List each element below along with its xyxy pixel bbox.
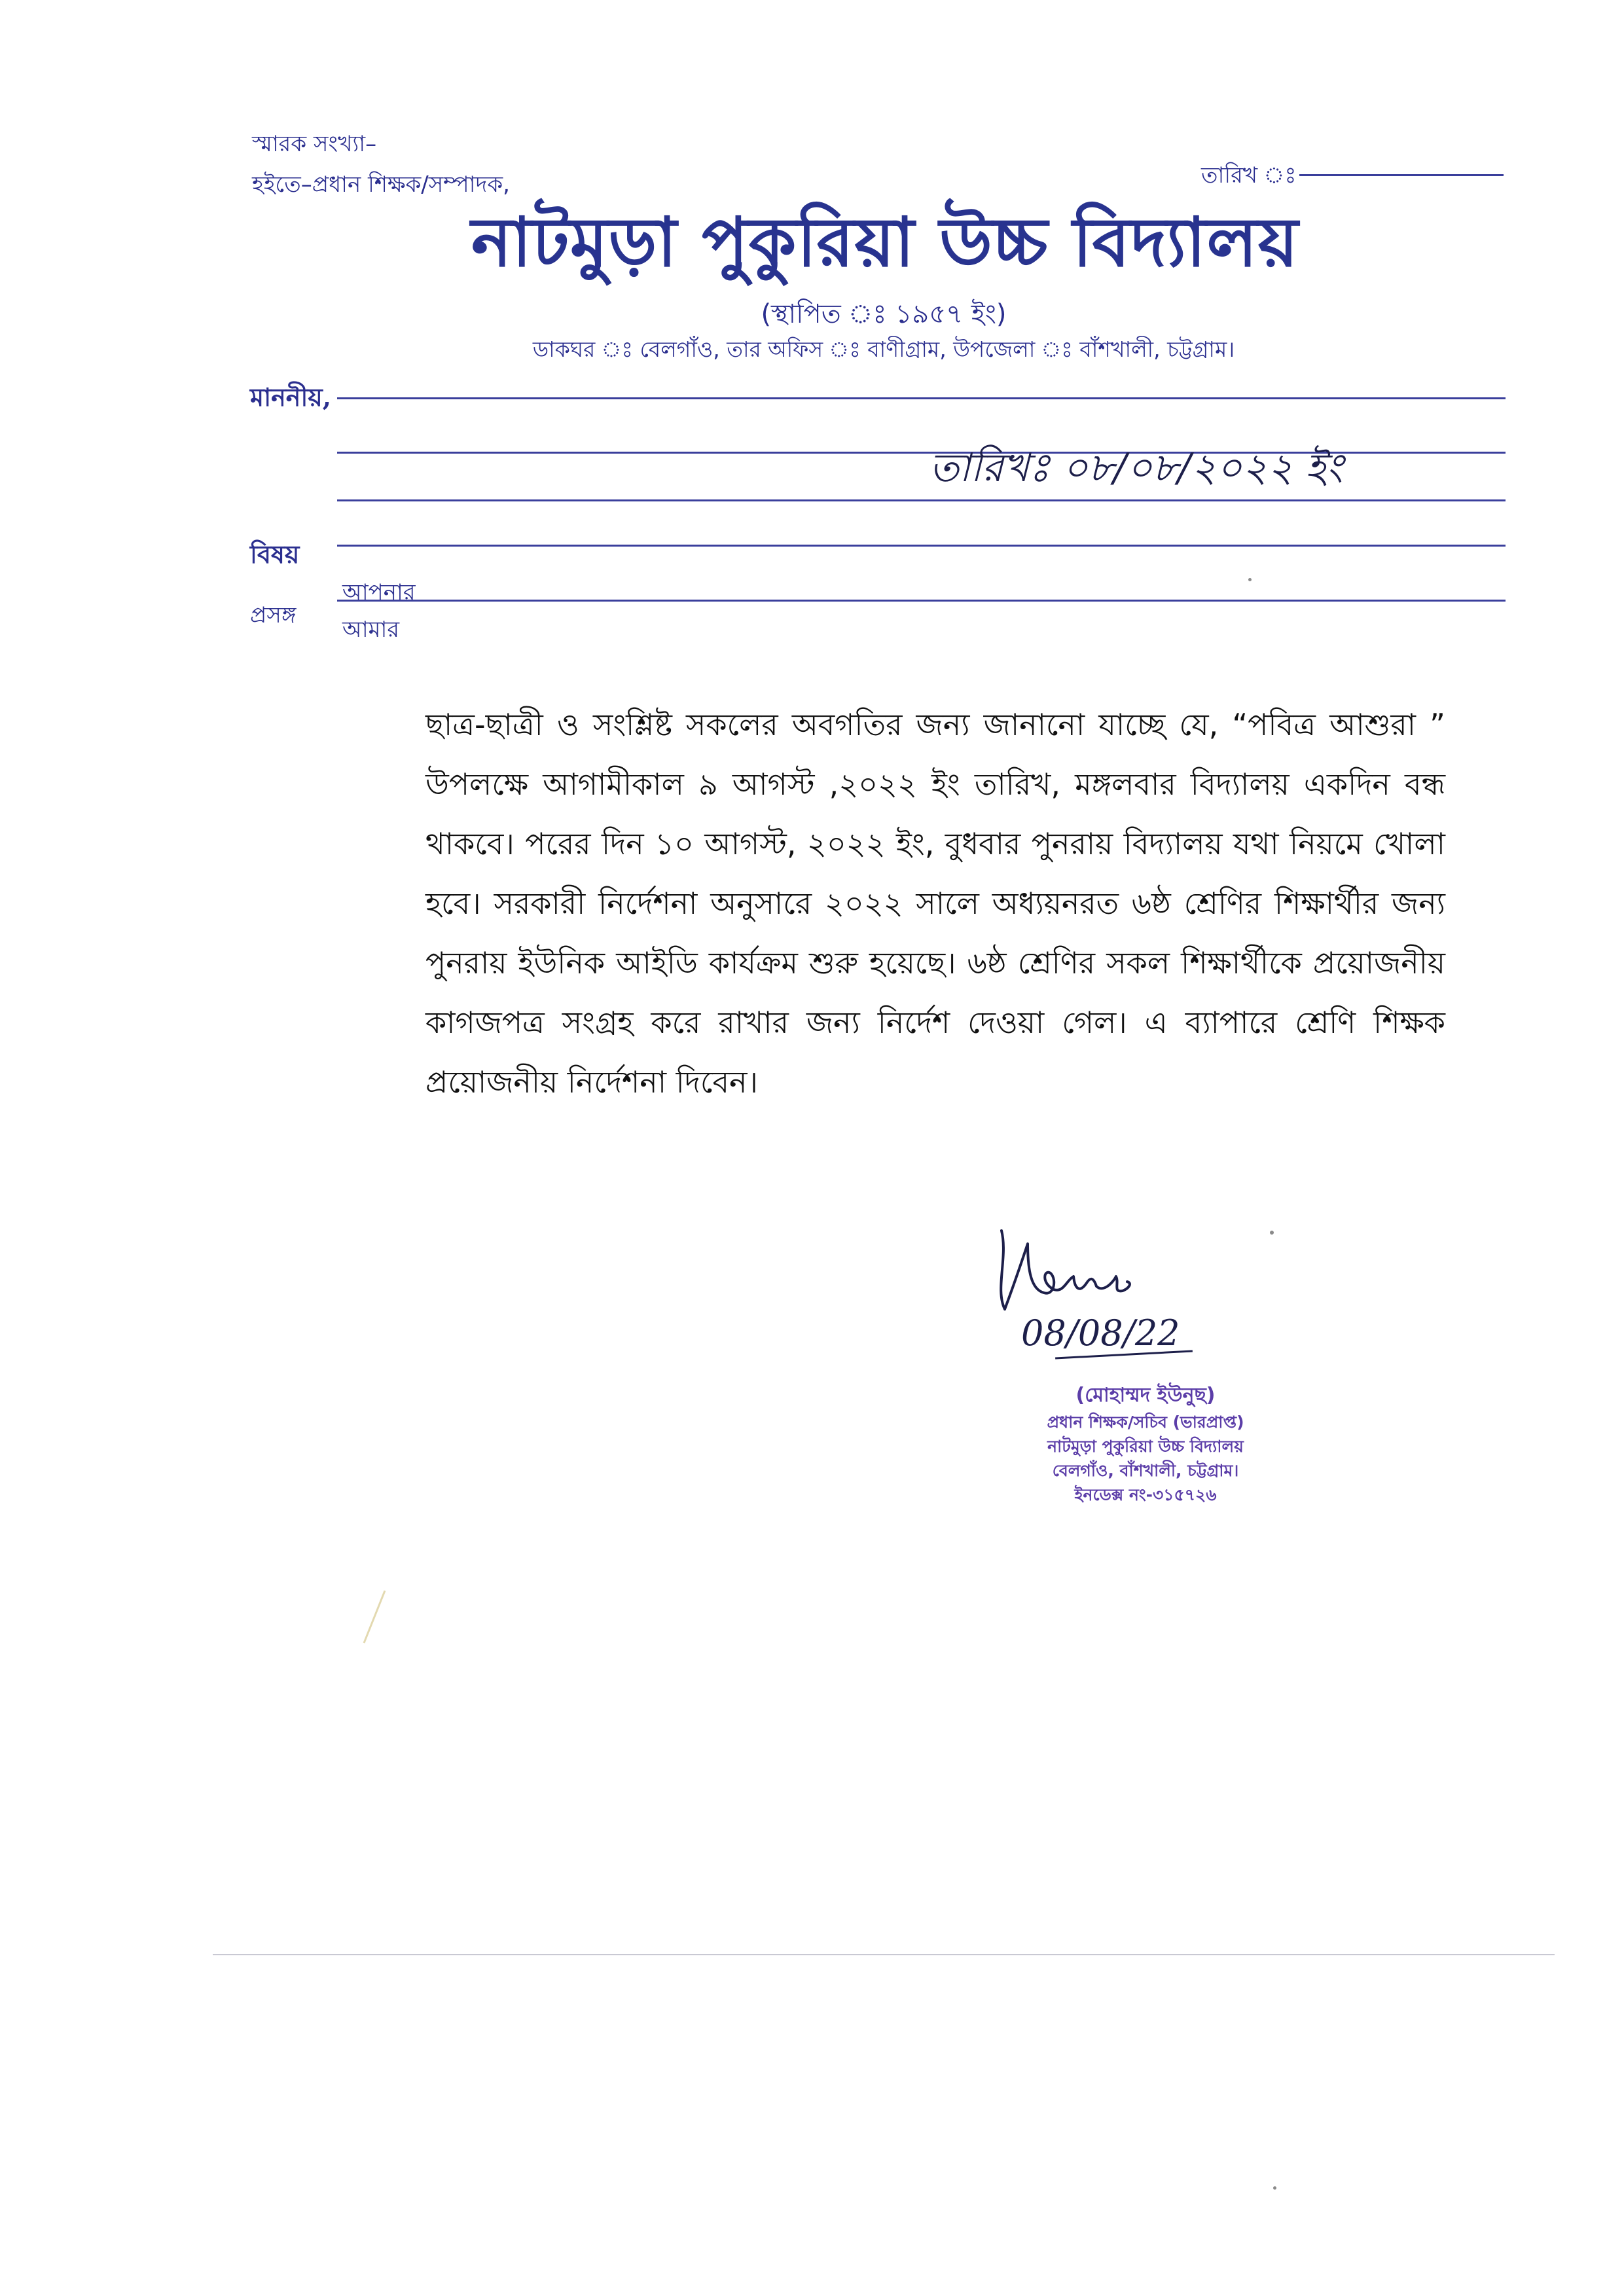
honorable-label: মাননীয়, [250, 382, 331, 412]
reference-label: প্রসঙ্গ [250, 602, 297, 628]
stamp-school: নাটমুড়া পুকুরিয়া উচ্চ বিদ্যালয় [1047, 1437, 1244, 1456]
handwritten-date: তারিখঃ ০৮/০৮/২০২২ ইং [929, 445, 1343, 491]
signature [982, 1218, 1152, 1322]
scan-speck [1248, 578, 1252, 581]
your-label: আপনার [342, 579, 416, 605]
scan-speck [1270, 1231, 1274, 1235]
memo-number-label: স্মারক সংখ্যা– [252, 131, 377, 157]
date-rule [1299, 174, 1504, 176]
address-rule-1 [337, 397, 1506, 399]
address-rule-3 [337, 499, 1506, 501]
stamp-index: ইনডেক্স নং-৩১৫৭২৬ [1074, 1485, 1217, 1504]
scan-mark [359, 1587, 391, 1646]
stamp-address: বেলগাঁও, বাঁশখালী, চট্টগ্রাম। [1052, 1461, 1239, 1480]
from-label: হইতে–প্রধান শিক্ষক/সম্পাদক, [252, 172, 510, 198]
my-label: আমার [342, 617, 400, 643]
stamp-designation: প্রধান শিক্ষক/সচিব (ভারপ্রাপ্ত) [1047, 1413, 1244, 1432]
signature-date: 08/08/22 [1021, 1312, 1180, 1354]
notice-body: ছাত্র-ছাত্রী ও সংশ্লিষ্ট সকলের অবগতির জন্য জানানো যাচ্ছে যে, “পবিত্র আশুরা ” উপলক্ষে আগামীকাল ৯ আগস্ট ,২০২২ ইং তারিখ, মঙ্গলবার বিদ্যালয় একদিন বন্ধ থাকবে। পরের দিন ১০ আগস্ট, ২০২২ ইং, বুধবার পুনরায় বিদ্যালয় যথা নিয়মে খোলা হবে। সরকারী নির্দেশনা অনুসারে ২০২২ সালে অধ্যয়নরত ৬ষ্ঠ শ্রেণির শিক্ষার্থীর জন্য পুনরায় ইউনিক আইডি কার্যক্রম শুরু হয়েছে। ৬ষ্ঠ শ্রেণির সকল শিক্ষার্থীকে প্রয়োজনীয় কাগজপত্র সংগ্রহ করে রাখার জন্য নির্দেশ দেওয়া গেল। এ ব্যাপারে শ্রেণি শিক্ষক প্রয়োজনীয় নির্দেশনা দিবেন। [425, 707, 1445, 1100]
official-stamp [962, 1381, 1329, 1507]
footer-rule [213, 1954, 1555, 1955]
scan-speck [1273, 2186, 1276, 2190]
subject-label: বিষয় [250, 539, 300, 569]
date-label: তারিখ ঃ [1201, 162, 1297, 189]
subject-rule [337, 545, 1506, 547]
stamp-name: (মোহাম্মদ ইউনুছ) [1075, 1384, 1216, 1407]
reference-rule [337, 600, 1506, 602]
established-year: (স্থাপিত ঃ ১৯৫৭ ইং) [761, 299, 1007, 329]
school-address: ডাকঘর ঃ বেলগাঁও, তার অফিস ঃ বাণীগ্রাম, উপজেলা ঃ বাঁশখালী, চট্টগ্রাম। [532, 336, 1235, 362]
school-name: নাটমুড়া পুকুরিয়া উচ্চ বিদ্যালয় [471, 202, 1299, 282]
